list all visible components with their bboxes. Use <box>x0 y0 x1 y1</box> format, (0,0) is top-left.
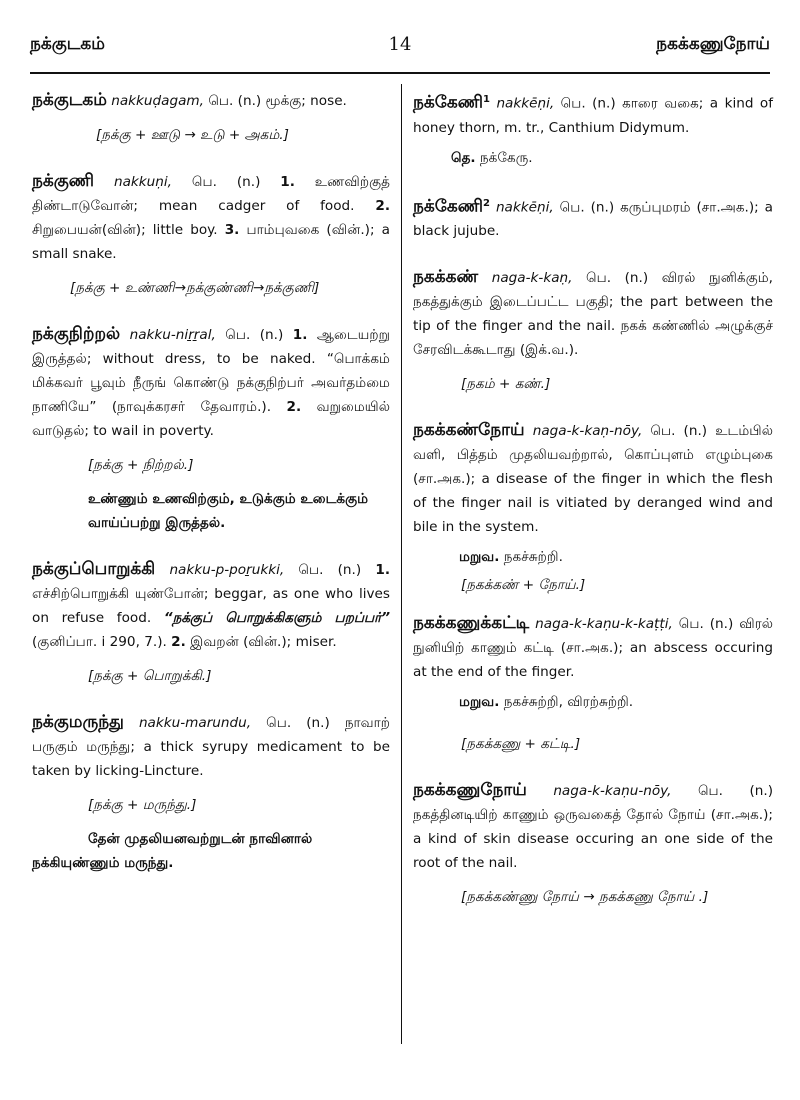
definition-text: பெ. (n.) விரல் நுனிக்கும், நகத்துக்கும் இடைப்பட்ட பகுதி; the part between the tip of the finger and the nail. நகக் கண்ணில் அழுக்குச் சேரவிடக்கூடாது (இக்.வ.). <box>413 270 773 359</box>
sense-number: 2. <box>375 198 390 214</box>
entry-definition <box>32 169 390 266</box>
entry-definition <box>413 611 773 684</box>
headword: நகக்கணுக்கட்டி <box>413 613 530 634</box>
note-label: தெ. <box>451 149 476 166</box>
headword: நக்குணி <box>32 171 95 191</box>
transliteration: nakkēṇi, <box>495 199 554 216</box>
left-column <box>32 88 390 889</box>
entry-nakkudagam <box>32 88 390 147</box>
homograph-number: 1 <box>483 94 490 105</box>
sense-text: இவறன் (வின்.); miser. <box>185 634 337 650</box>
entry-nakkeni-1 <box>413 88 773 170</box>
column-divider <box>401 84 402 1044</box>
etymology: [நக்கு + உண்ணி→நக்குண்ணி→நக்குணி] <box>70 280 320 296</box>
sense-text: ஆடையற்று இருத்தல்; without dress, to be naked. “பொக்கம் மிக்கவர் பூவும் நீருங் கொண்டு நக்குநிற்பர் அவர்தம்மை நாணியே” (நாவுக்கரசர் தேவாரம்.). <box>32 327 390 415</box>
entry-definition <box>413 88 773 140</box>
part-of-speech: பெ. (n.) <box>215 327 293 343</box>
headword: நகக்கண்நோய் <box>413 420 525 441</box>
transliteration: naga-k-kaṇu-nōy, <box>553 783 672 800</box>
header-right-guide-word: நகக்கணுநோய் <box>656 34 770 54</box>
transliteration: nakkuṇi, <box>113 174 173 190</box>
homograph-number: 2 <box>483 197 490 209</box>
entry-definition <box>413 192 773 244</box>
etymology: [நகம் + கண்.] <box>461 376 551 393</box>
citation-source: (குனிப்பா. i 290, 7.). <box>32 634 172 650</box>
part-of-speech: பெ. (n.) <box>284 562 376 578</box>
etymology: [நக்கு + மருந்து.] <box>88 797 197 813</box>
definition-text: பெ. (n.) உடம்பில் வளி, பித்தம் முதலியவற்றால், கொப்புளம் எழும்புகை (சா.அக.); a disease of the finger in which the flesh of the finger nail is vitiated by deranged wind and bile in the system. <box>413 423 773 536</box>
entry-definition <box>413 778 773 875</box>
sense-text: வறுமையில் வாடுதல்; to wail in poverty. <box>32 399 391 439</box>
entry-nagakkanukkatti <box>413 611 773 756</box>
sense-number: 3. <box>224 222 240 238</box>
entry-nakkeni-2 <box>413 192 773 244</box>
etymology: [நக்கு + பொறுக்கி.] <box>88 668 212 684</box>
transliteration: naga-k-kaṇ, <box>491 270 573 287</box>
entry-definition <box>32 322 390 443</box>
headword: நக்குநிற்றல் <box>32 324 121 344</box>
entry-nakkuni <box>32 169 390 300</box>
transliteration: naga-k-kaṇu-k-kaṭṭi, <box>535 616 673 633</box>
sense-number: 2. <box>286 399 302 415</box>
note-text: நகச்சுற்றி. <box>499 549 563 566</box>
page-number: 14 <box>388 34 412 55</box>
entry-nagakkanunoy <box>413 778 773 909</box>
entry-nagakkan <box>413 265 773 396</box>
entry-nakkunirral <box>32 322 390 535</box>
note-label: மறுவ. <box>459 549 500 566</box>
definition-text: பெ. (n.) மூக்கு; nose. <box>204 93 347 109</box>
headword: நக்கேணி <box>413 196 484 217</box>
transliteration: nakku-marundu, <box>138 715 252 731</box>
note-text: நக்கேரு. <box>475 149 533 166</box>
definition-text: பெ. (n.) விரல் நுனியிற் காணும் கட்டி (சா.அக.); an abscess occuring at the end of the finger. <box>413 616 773 681</box>
etymology: [நக்கு + ஊடு → உடு + அகம்.] <box>96 127 289 143</box>
sense-number: 1. <box>375 562 390 578</box>
headword: நக்குப்பொறுக்கி <box>32 559 156 579</box>
headword: நகக்கண் <box>413 267 479 288</box>
sense-number: 2. <box>171 634 186 650</box>
transliteration: nakkēṇi, <box>496 95 555 112</box>
definition-text: பெ. (n.) காரை வகை; a kind of honey thorn, m. tr., Canthium Didymum. <box>413 95 774 136</box>
right-column <box>413 88 773 923</box>
sense-text: பாம்புவகை (வின்.); a small snake. <box>32 222 390 262</box>
note-text: நகச்சுற்றி, விரற்சுற்றி. <box>499 694 634 711</box>
explanatory-note: உண்ணும் உணவிற்கும், உடுக்கும் உடைக்கும் வாய்ப்பற்று இருத்தல். <box>88 491 369 531</box>
explanatory-note: தேன் முதலியனவற்றுடன் நாவினால் நக்கியுண்ணும் மருந்து. <box>32 831 313 871</box>
headword: நக்குடகம் <box>32 90 107 110</box>
entry-definition <box>413 418 773 539</box>
headword: நக்குமருந்து <box>32 712 124 732</box>
transliteration: nakkuḍagam, <box>111 93 204 109</box>
sense-number: 1. <box>280 174 295 190</box>
etymology: [நகக்கண் + நோய்.] <box>461 577 586 594</box>
sense-text: எச்சிற்பொறுக்கி யுண்போன்; beggar, as one who lives on refuse food. <box>32 586 390 626</box>
synonym-note <box>413 690 773 714</box>
definition-text: பெ. (n.) நகத்தினடியிற் காணும் ஒருவகைத் தோல் நோய் (சா.அக.); a kind of skin disease occuring an one side of the root of the nail. <box>413 783 773 872</box>
entry-definition <box>32 710 390 783</box>
synonym-note <box>413 545 773 569</box>
sense-text: சிறுபையன்(வின்); little boy. <box>32 222 225 238</box>
definition-text: பெ. (n.) நாவாற் பருகும் மருந்து; a thick syrupy medicament to be taken by licking-Lincture. <box>32 715 391 779</box>
transliteration: nakku-niṟṟal, <box>129 327 216 343</box>
transliteration: nakku-p-poṟukki, <box>169 562 285 578</box>
headword: நகக்கணுநோய் <box>413 780 527 801</box>
etymology: [நக்கு + நிற்றல்.] <box>88 457 194 473</box>
header-rule <box>30 72 770 74</box>
transliteration: naga-k-kaṇ-nōy, <box>532 423 643 440</box>
entry-definition <box>32 88 390 113</box>
entry-nagakkannoy <box>413 418 773 597</box>
note-label: மறுவ. <box>459 694 500 711</box>
entry-definition <box>413 265 773 362</box>
header-left-guide-word: நக்குடகம் <box>30 34 105 54</box>
etymology: [நகக்கண்ணு நோய் → நகக்கணு நோய் .] <box>461 889 709 906</box>
sense-text: உணவிற்குத் திண்டாடுவோன்; mean cadger of food. <box>32 174 390 214</box>
entry-nakkumarundu <box>32 710 390 875</box>
quotation: “நக்குப் பொறுக்கிகளும் பறப்பர்” <box>163 610 390 626</box>
etymology: [நகக்கணு + கட்டி.] <box>461 736 581 753</box>
cognate-note <box>413 146 773 170</box>
page-header <box>30 34 770 68</box>
entry-nakkupporukki <box>32 557 390 688</box>
headword: நக்கேணி <box>413 92 484 113</box>
part-of-speech: பெ. (n.) <box>172 174 281 190</box>
sense-number: 1. <box>292 327 308 343</box>
definition-text: பெ. (n.) கருப்புமரம் (சா.அக.); a black jujube. <box>413 199 773 240</box>
entry-definition <box>32 557 390 654</box>
